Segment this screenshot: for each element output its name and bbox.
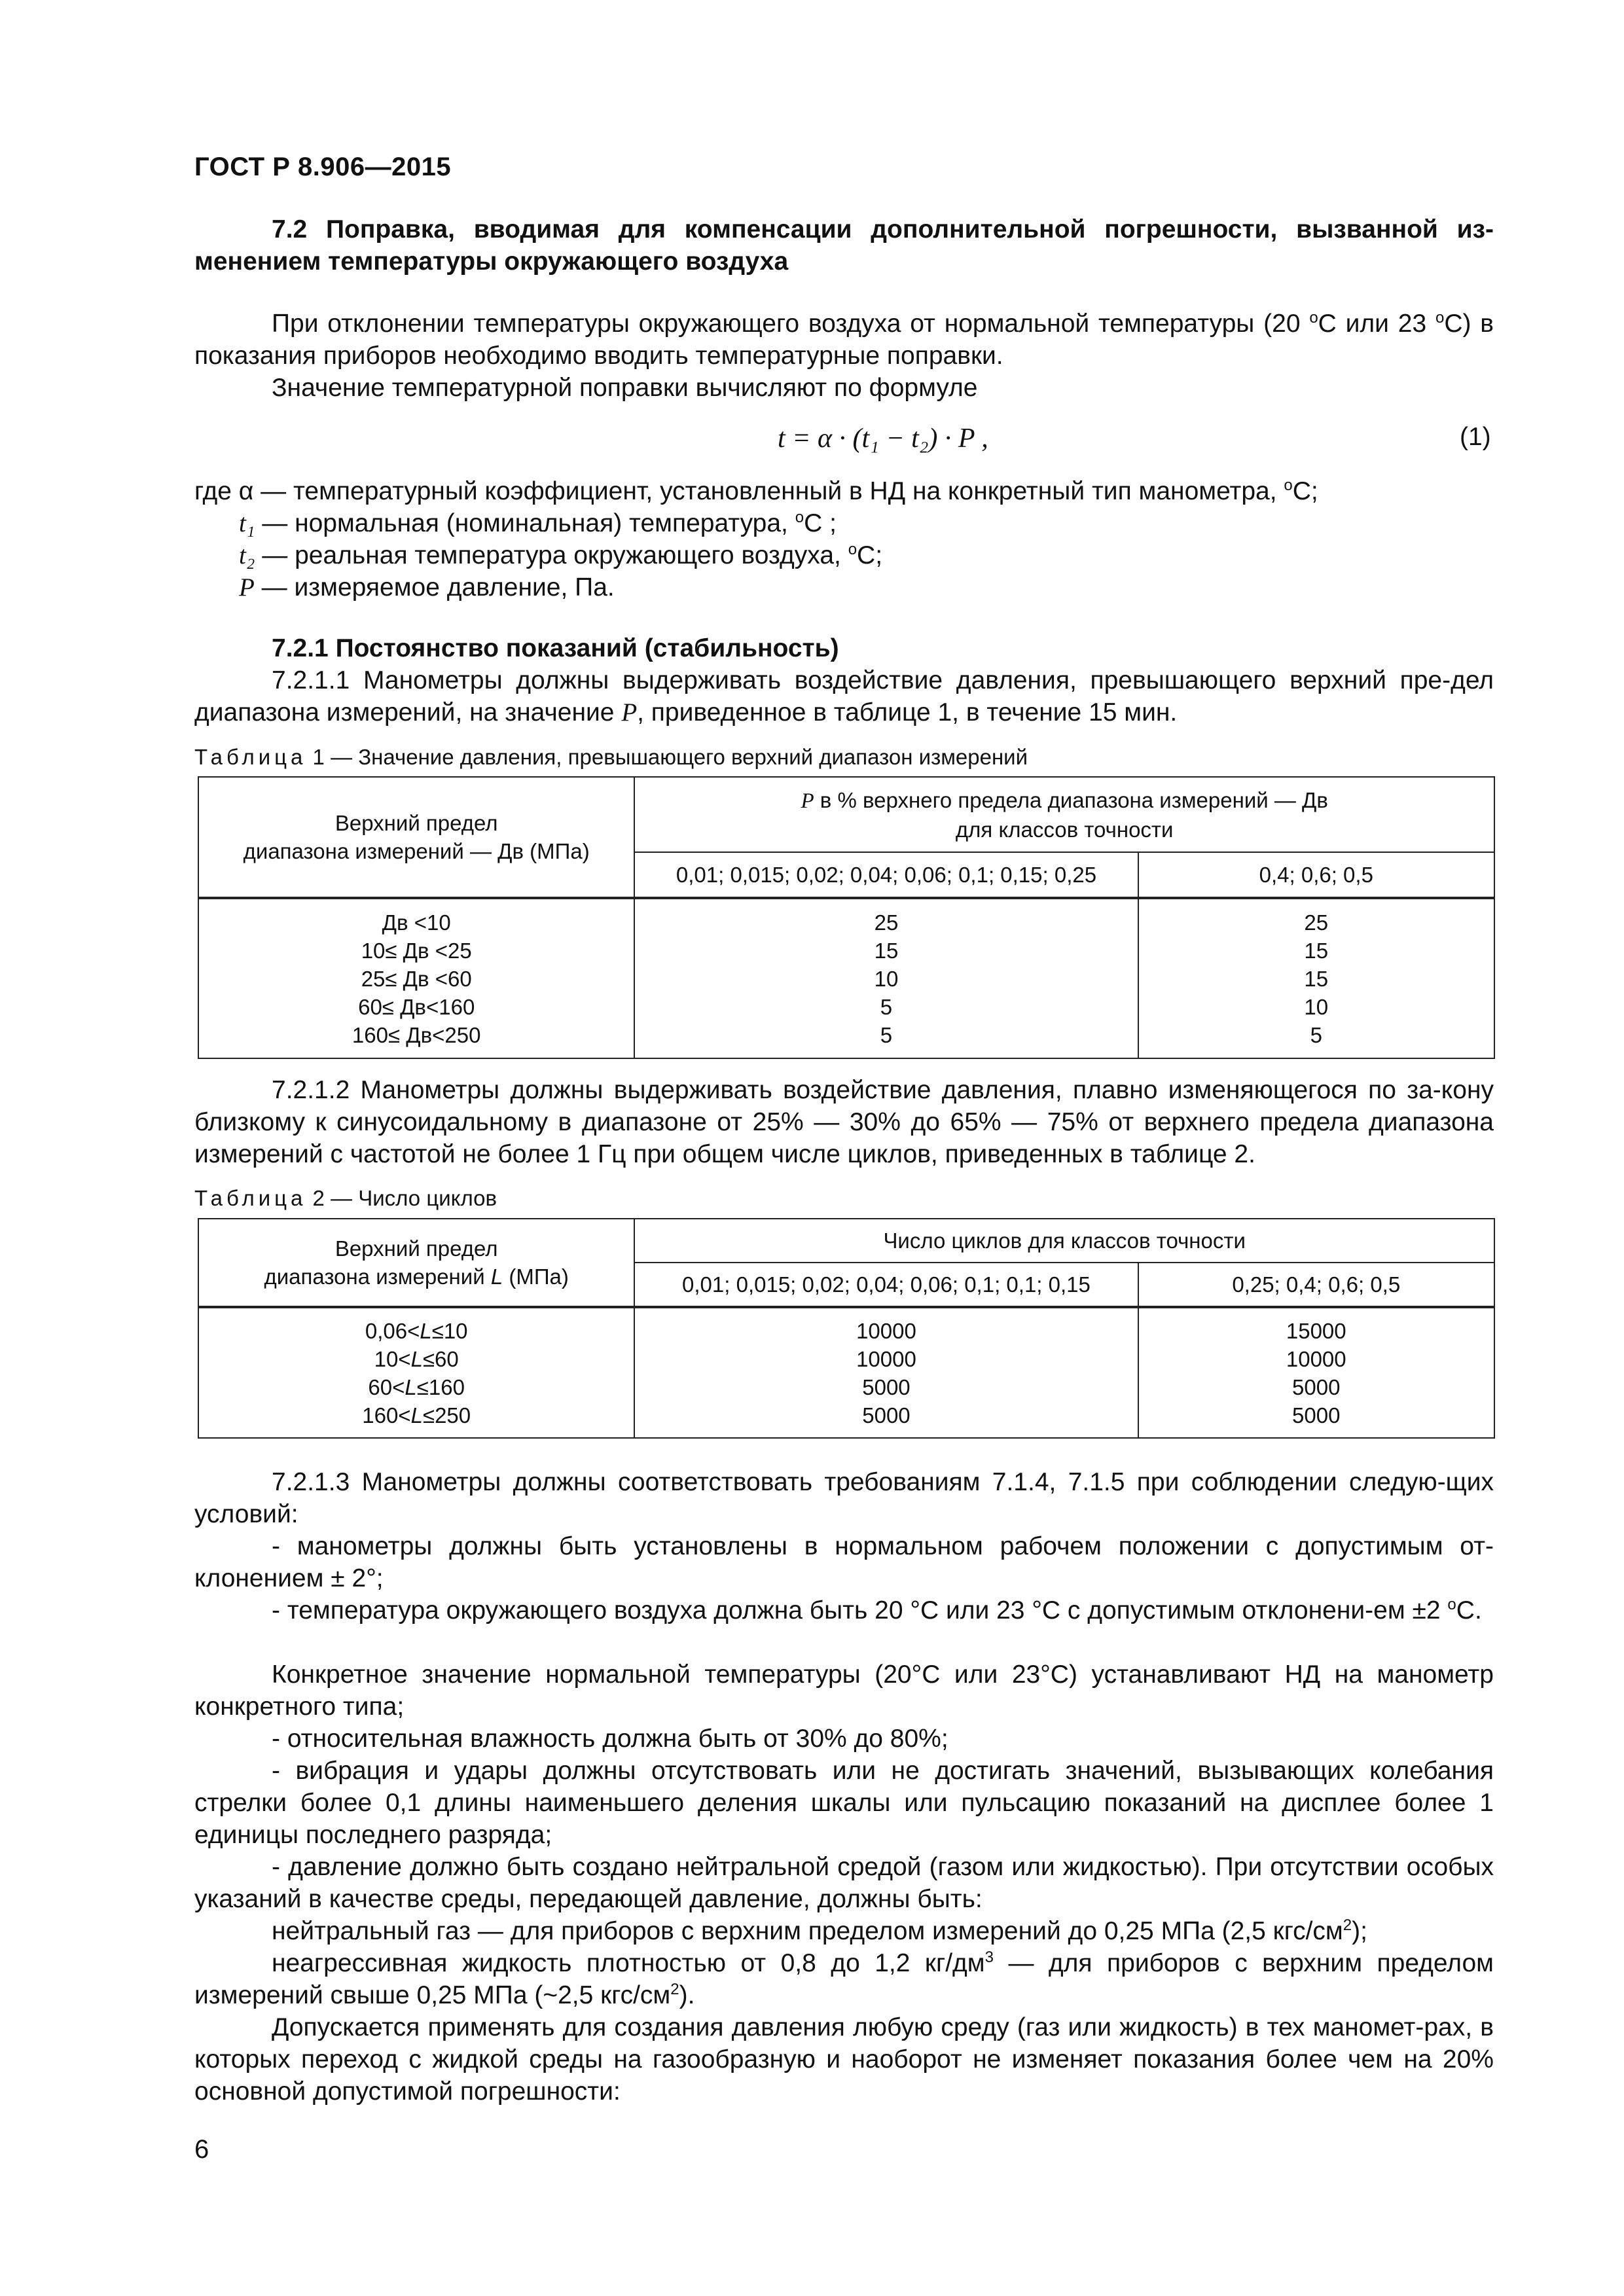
superscript: 2 xyxy=(1343,1916,1352,1934)
section-title-line: менением температуры окружающего воздуха xyxy=(194,247,789,276)
medium-item xyxy=(194,1915,1494,1947)
paragraph-temperature-deviation xyxy=(194,308,1494,372)
paragraph-7-2-1-3: 7.2.1.3 Манометры должны соответствовать требованиям 7.1.4, 7.1.5 при соблюдении следую-щих условий: xyxy=(194,1468,1494,1528)
cell-value: 25 xyxy=(874,910,899,935)
paragraph-7-2-1-1 xyxy=(194,664,1494,728)
cell-value: 160≤ Дв<250 xyxy=(352,1022,481,1047)
condition-item: - вибрация и удары должны отсутствовать или не достигать значений, вызывающих колебания стрелки более 0,1 длины наименьшего деления шкалы или пульсацию показаний на дисплее более 1 единицы последнего разряда; xyxy=(194,1757,1494,1849)
table-cell xyxy=(198,1307,634,1438)
table-cell xyxy=(634,898,1138,1058)
cell-value: 5000 xyxy=(1292,1374,1341,1399)
table-cell xyxy=(1138,1307,1494,1438)
text-run: где α — температурный коэффициент, установленный в НД на конкретный тип манометра, xyxy=(194,477,1284,505)
formula-number: (1) xyxy=(1460,423,1491,451)
cell-value: 25 xyxy=(1304,910,1329,935)
section-7-2-1-title: 7.2.1 Постоянство показаний (стабильность) xyxy=(272,634,839,662)
formula: t = α · (t₁ − t₂) · P , xyxy=(778,423,988,454)
cell-value: 15000 xyxy=(1286,1318,1346,1343)
cell-value: 10 xyxy=(874,966,899,991)
where-line xyxy=(194,475,1318,507)
table-cell xyxy=(198,898,634,1058)
superscript: 2 xyxy=(670,1981,679,1998)
text-run: — реальная температура окружающего воздуха, xyxy=(255,541,848,569)
symbol: t₁ xyxy=(239,509,255,537)
paragraph: Допускается применять для создания давления любую среду (газ или жидкость) в тех маномет-рах, в которых переход с жидкой среды на газообразную и наоборот не изменяет показания более чем на 20% основной допустимой погрешности: xyxy=(194,2013,1494,2106)
cell-value: 5 xyxy=(880,1022,893,1047)
table-2 xyxy=(198,1218,1495,1439)
paragraph-formula-intro: Значение температурной поправки вычисляют по формуле xyxy=(272,374,978,402)
condition-item: - давление должно быть создано нейтральной средой (газом или жидкостью). При отсутствии особых указаний в качестве среды, передающей давление, должны быть: xyxy=(194,1853,1494,1913)
table-header-cell: Число циклов для классов точности xyxy=(634,1219,1494,1263)
header-text: в % верхнего предела диапазона измерений — Дв xyxy=(814,787,1328,812)
condition-item xyxy=(194,1594,1494,1626)
header-text: диапазона измерений L (МПа) xyxy=(264,1265,569,1289)
cell-value: 5 xyxy=(880,994,893,1019)
page-number: 6 xyxy=(194,2135,209,2164)
text-run: - температура окружающего воздуха должна быть 20 °С или 23 °С с допустимым отклонени-ем ±2 xyxy=(272,1596,1448,1624)
symbol: P xyxy=(621,698,638,726)
paragraph: Конкретное значение нормальной температуры (20°С или 23°С) устанавливают НД на манометр конкретного типа; xyxy=(194,1660,1494,1721)
header-text: Верхний предел xyxy=(334,1236,498,1261)
cell-value: 15 xyxy=(874,938,899,963)
cell-value: 25≤ Дв <60 xyxy=(361,966,472,991)
caption-text: 2 — Число циклов xyxy=(306,1186,497,1210)
table-header-cell: 0,25; 0,4; 0,6; 0,5 xyxy=(1138,1263,1494,1307)
text-run: ). xyxy=(679,1981,695,2009)
cell-value: 0,06<L≤10 xyxy=(365,1318,468,1343)
condition-item: - манометры должны быть установлены в нормальном рабочем положении с допустимым от-клонением ± 2°; xyxy=(194,1532,1494,1592)
text-run: ); xyxy=(1352,1917,1367,1945)
text-run: — для приборов с верхним пределом измерений свыше 0,25 МПа (~2,5 кгс/см xyxy=(194,1949,1494,2009)
cell-value: 5 xyxy=(1310,1022,1322,1047)
text-run: нейтральный газ — для приборов с верхним пределом измерений до 0,25 МПа (2,5 кгс/см xyxy=(272,1917,1343,1945)
degree-mark: o xyxy=(1447,1596,1456,1613)
cell-value: Дв <10 xyxy=(382,910,451,935)
symbol: t₂ xyxy=(239,541,255,569)
table-cell xyxy=(634,1307,1138,1438)
cell-value: 15 xyxy=(1304,938,1329,963)
cell-value: 160<L≤250 xyxy=(362,1403,471,1427)
caption-label: Таблица xyxy=(194,1186,307,1210)
cell-value: 60<L≤160 xyxy=(368,1374,465,1399)
where-line xyxy=(239,507,837,539)
section-7-2-title xyxy=(194,213,1494,278)
symbol: P xyxy=(801,789,814,813)
cell-value: 10000 xyxy=(1286,1346,1346,1371)
text-run: , приведенное в таблице 1, в течение 15 мин. xyxy=(637,698,1178,726)
symbol: P xyxy=(239,573,255,601)
table-1-caption xyxy=(194,745,1028,770)
text-run: С; xyxy=(857,541,883,569)
table-cell xyxy=(1138,898,1494,1058)
table-header-cell: 0,4; 0,6; 0,5 xyxy=(1138,852,1494,898)
degree-mark: o xyxy=(1309,309,1318,327)
text-run: неагрессивная жидкость плотностью от 0,8 до 1,2 кг/дм xyxy=(272,1949,985,1977)
where-line xyxy=(239,571,615,603)
header-text: Верхний предел xyxy=(334,811,498,835)
text-run: С ; xyxy=(804,509,837,537)
cell-value: 10000 xyxy=(856,1346,916,1371)
where-line xyxy=(239,539,882,571)
text-run: — измеряемое давление, Па. xyxy=(254,573,615,601)
degree-mark: o xyxy=(1435,309,1445,327)
cell-value: 5000 xyxy=(862,1403,911,1427)
text-run: С. xyxy=(1456,1596,1482,1624)
caption-label: Таблица xyxy=(194,745,307,769)
table-header-cell xyxy=(198,777,634,898)
medium-item xyxy=(194,1947,1494,2011)
header-text: для классов точности xyxy=(955,817,1174,842)
text-run: При отклонении температуры окружающего воздуха от нормальной температуры (20 xyxy=(272,310,1310,338)
superscript: 3 xyxy=(984,1948,994,1966)
text-run: С) в показания приборов необходимо вводить температурные поправки. xyxy=(194,310,1494,370)
degree-mark: o xyxy=(848,541,857,558)
header-text: диапазона измерений — Дв (МПа) xyxy=(243,839,590,863)
cell-value: 60≤ Дв<160 xyxy=(358,994,475,1019)
caption-text: 1 — Значение давления, превышающего верхний диапазон измерений xyxy=(306,745,1028,769)
degree-mark: o xyxy=(1284,476,1293,494)
text-run: С или 23 xyxy=(1318,310,1435,338)
table-1 xyxy=(198,776,1495,1059)
cell-value: 10000 xyxy=(856,1318,916,1343)
cell-value: 5000 xyxy=(862,1374,911,1399)
table-header-cell xyxy=(198,1219,634,1307)
paragraph-7-2-1-2: 7.2.1.2 Манометры должны выдерживать воздействие давления, плавно изменяющегося по за-кону близкому к синусоидальному в диапазоне от 25% — 30% до 65% — 75% от верхнего предела диапазона измерений с частотой не более 1 Гц при общем числе циклов, приведенных в таблице 2. xyxy=(194,1076,1494,1168)
text-run: — нормальная (номинальная) температура, xyxy=(255,509,795,537)
table-header-cell xyxy=(634,777,1494,852)
table-header-cell: 0,01; 0,015; 0,02; 0,04; 0,06; 0,1; 0,15; 0,25 xyxy=(634,852,1138,898)
degree-mark: o xyxy=(795,509,804,526)
cell-value: 10<L≤60 xyxy=(374,1346,459,1371)
condition-item: - относительная влажность должна быть от 30% до 80%; xyxy=(272,1725,948,1753)
cell-value: 5000 xyxy=(1292,1403,1341,1427)
cell-value: 10≤ Дв <25 xyxy=(361,938,472,963)
cell-value: 10 xyxy=(1304,994,1329,1019)
cell-value: 15 xyxy=(1304,966,1329,991)
document-header: ГОСТ Р 8.906—2015 xyxy=(194,152,452,181)
table-2-caption xyxy=(194,1186,497,1211)
table-header-cell: 0,01; 0,015; 0,02; 0,04; 0,06; 0,1; 0,1; 0,15 xyxy=(634,1263,1138,1307)
text-run: С; xyxy=(1292,477,1318,505)
text-run: 7.2.1.1 Манометры должны выдерживать воздействие давления, превышающего верхний пре-дел диапазона измерений, на значение xyxy=(194,666,1494,726)
section-title-line: 7.2 Поправка, вводимая для компенсации дополнительной погрешности, вызванной из- xyxy=(272,215,1494,243)
